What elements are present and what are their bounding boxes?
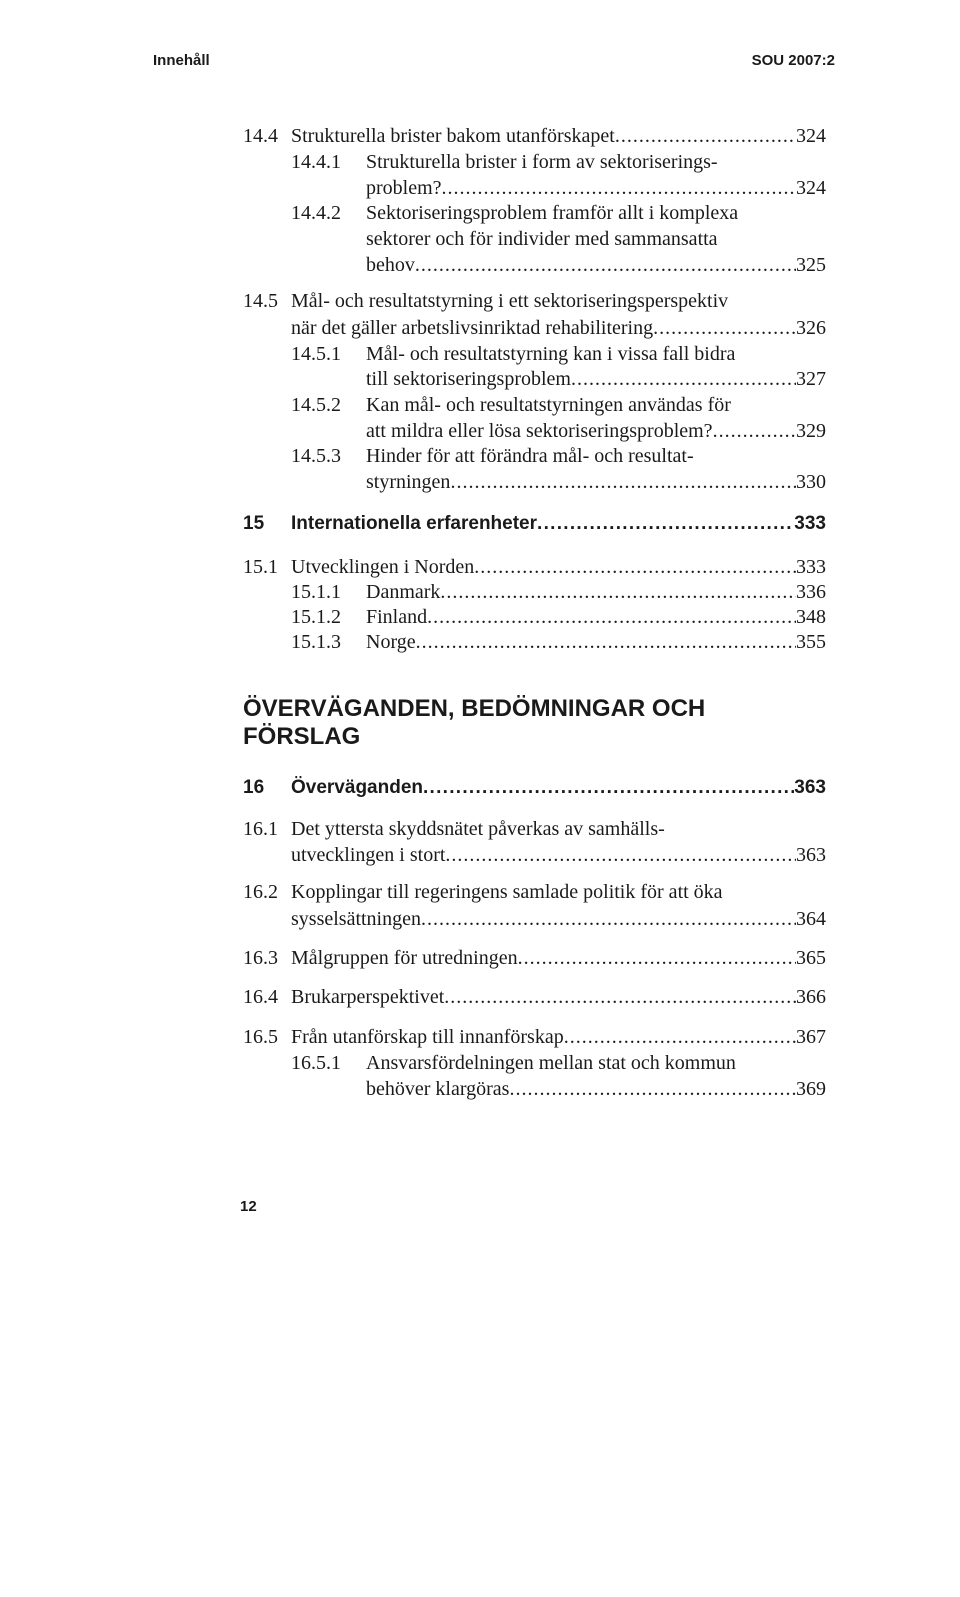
toc-title: Strukturella brister i form av sektoriserings-: [366, 151, 718, 173]
toc-number: 15.1.3: [291, 631, 341, 653]
running-header-right: SOU 2007:2: [751, 52, 835, 69]
dot-leader: [537, 512, 794, 536]
toc-title: Mål- och resultatstyrning i ett sektoriseringsperspektiv: [291, 290, 729, 312]
toc-page: 325: [796, 254, 826, 276]
toc-leader-line: [366, 367, 826, 391]
toc-chapter-number: 16: [243, 777, 265, 798]
toc-number: 16.2: [243, 881, 278, 903]
toc-leader-line: [291, 1025, 826, 1049]
toc-title: Norge: [366, 631, 416, 653]
toc-chapter-title: Överväganden: [291, 777, 423, 798]
toc-page: 333: [796, 556, 826, 578]
toc-title: Målgruppen för utredningen: [291, 947, 518, 969]
toc-leader-line: [291, 316, 826, 340]
toc-number: 15.1.1: [291, 581, 341, 603]
toc-number: 16.3: [243, 947, 278, 969]
toc-chapter-title: Internationella erfarenheter: [291, 513, 538, 534]
toc-leader-line: [366, 419, 826, 443]
toc-page: 367: [796, 1026, 826, 1048]
toc-title-cont: behöver klargöras: [366, 1078, 510, 1100]
toc-leader-line: [366, 605, 826, 629]
toc-number: 16.4: [243, 986, 278, 1008]
toc-page: 324: [796, 177, 826, 199]
toc-page: 336: [796, 581, 826, 603]
dot-leader: [415, 253, 796, 277]
dot-leader: [615, 124, 796, 148]
dot-leader: [440, 580, 796, 604]
toc-number: 14.4.1: [291, 151, 341, 173]
toc-leader-line: [291, 124, 826, 148]
dot-leader: [416, 630, 796, 654]
toc-title: Från utanförskap till innanförskap: [291, 1026, 564, 1048]
dot-leader: [713, 419, 796, 443]
toc-title-cont: sysselsättningen: [291, 908, 421, 930]
toc-leader-line: [366, 1077, 826, 1101]
toc-title: Det yttersta skyddsnätet påverkas av samhälls-: [291, 818, 665, 840]
toc-page: 324: [796, 125, 826, 147]
toc-leader-line: [366, 176, 826, 200]
toc-number: 14.4: [243, 125, 278, 147]
toc-leader-line: [366, 253, 826, 277]
toc-number: 16.5.1: [291, 1052, 341, 1074]
toc-page: 363: [794, 777, 826, 798]
toc-title: Kopplingar till regeringens samlade politik för att öka: [291, 881, 723, 903]
dot-leader: [442, 176, 796, 200]
dot-leader: [653, 316, 796, 340]
toc-title: Utvecklingen i Norden: [291, 556, 475, 578]
toc-number: 15.1.2: [291, 606, 341, 628]
toc-title: Ansvarsfördelningen mellan stat och kommun: [366, 1052, 736, 1074]
toc-title-cont: sektorer och för individer med sammansatta: [366, 228, 718, 250]
toc-number: 16.5: [243, 1026, 278, 1048]
dot-leader: [450, 470, 796, 494]
dot-leader: [444, 985, 796, 1009]
toc-page: 348: [796, 606, 826, 628]
dot-leader: [445, 843, 796, 867]
toc-leader-line: [366, 580, 826, 604]
toc-page: 364: [796, 908, 826, 930]
toc-title: Strukturella brister bakom utanförskapet: [291, 125, 615, 147]
toc-leader-line: [366, 630, 826, 654]
toc-leader-line: [291, 985, 826, 1009]
toc-title-cont: behov: [366, 254, 415, 276]
page-number: 12: [240, 1198, 257, 1215]
toc-number: 14.5.3: [291, 445, 341, 467]
toc-number: 14.5.1: [291, 343, 341, 365]
toc-page: 363: [796, 844, 826, 866]
dot-leader: [474, 555, 796, 579]
toc-number: 14.4.2: [291, 202, 341, 224]
toc-title-cont: när det gäller arbetslivsinriktad rehabilitering: [291, 317, 654, 339]
toc-page: 333: [794, 513, 826, 534]
dot-leader: [518, 946, 796, 970]
toc-page: 366: [796, 986, 826, 1008]
toc-page: 369: [796, 1078, 826, 1100]
toc-page: 327: [796, 368, 826, 390]
toc-chapter-number: 15: [243, 513, 265, 534]
toc-page: 326: [796, 317, 826, 339]
toc-title: Brukarperspektivet: [291, 986, 445, 1008]
toc-title-cont: problem?: [366, 177, 442, 199]
toc-number: 16.1: [243, 818, 278, 840]
toc-number: 14.5.2: [291, 394, 341, 416]
part-heading-line1: ÖVERVÄGANDEN, BEDÖMNINGAR OCH: [243, 695, 706, 722]
toc-title: Kan mål- och resultatstyrningen användas för: [366, 394, 731, 416]
toc-title-cont: att mildra eller lösa sektoriseringsproblem?: [366, 420, 713, 442]
toc-leader-line: [291, 776, 826, 800]
toc-leader-line: [291, 512, 826, 536]
toc-page: 330: [796, 471, 826, 493]
toc-title: Mål- och resultatstyrning kan i vissa fall bidra: [366, 343, 736, 365]
toc-page: 365: [796, 947, 826, 969]
dot-leader: [423, 776, 794, 800]
toc-leader-line: [291, 843, 826, 867]
toc-title-cont: till sektoriseringsproblem: [366, 368, 571, 390]
dot-leader: [509, 1077, 796, 1101]
toc-number: 14.5: [243, 290, 278, 312]
toc-title-cont: utvecklingen i stort: [291, 844, 446, 866]
part-heading-line2: FÖRSLAG: [243, 723, 361, 750]
toc-title: Hinder för att förändra mål- och resultat-: [366, 445, 694, 467]
toc-number: 15.1: [243, 556, 278, 578]
dot-leader: [571, 367, 796, 391]
dot-leader: [564, 1025, 796, 1049]
toc-leader-line: [291, 555, 826, 579]
toc-title: Finland: [366, 606, 428, 628]
dot-leader: [427, 605, 796, 629]
toc-title-cont: styrningen: [366, 471, 451, 493]
running-header-left: Innehåll: [153, 52, 210, 69]
toc-leader-line: [291, 907, 826, 931]
toc-title: Danmark: [366, 581, 441, 603]
toc-page: 355: [796, 631, 826, 653]
toc-title: Sektoriseringsproblem framför allt i komplexa: [366, 202, 739, 224]
toc-leader-line: [366, 470, 826, 494]
toc-page: 329: [796, 420, 826, 442]
toc-leader-line: [291, 946, 826, 970]
dot-leader: [421, 907, 796, 931]
